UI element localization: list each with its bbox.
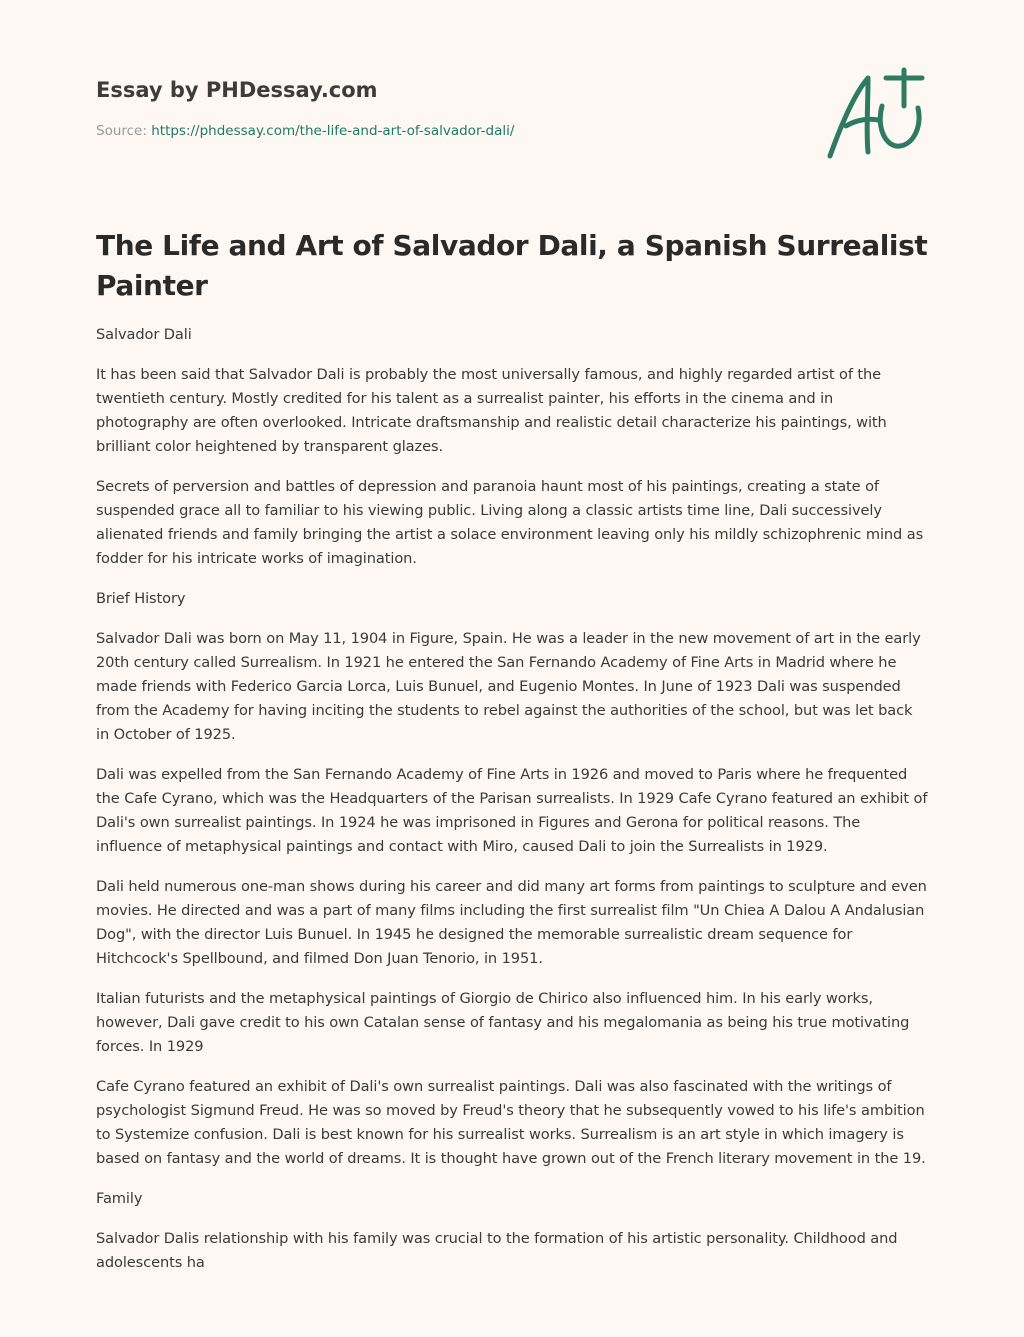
source-link[interactable]: https://phdessay.com/the-life-and-art-of-salvador-dali/ <box>151 123 515 139</box>
paragraph: Dali held numerous one-man shows during his career and did many art forms from paintings to sculpture and even movies. He directed and was a part of many films including the first surrealist film "Un Chiea A Dalou A Andalusian Dog", with the director Luis Bunuel. In 1945 he designed the memorable surrealistic dream sequence for Hitchcock's Spellbound, and filmed Don Juan Tenorio, in 1951. <box>96 878 927 967</box>
source-label: Source: <box>96 123 152 139</box>
paragraph-heading-brief-history: Brief History <box>96 590 186 607</box>
paragraph-heading-family: Family <box>96 1190 143 1207</box>
paragraph: Dali was expelled from the San Fernando Academy of Fine Arts in 1926 and moved to Paris where he frequented the Cafe Cyrano, which was the Headquarters of the Parisan surrealists. In 1929 Cafe Cyrano featured an exhibit of Dali's own surrealist paintings. In 1924 he was imprisoned in Figures and Gerona for political reasons. The influence of metaphysical paintings and contact with Miro, caused Dali to join the Surrealists in 1929. <box>96 766 928 855</box>
article-title: The Life and Art of Salvador Dali, a Spanish Surrealist Painter <box>96 229 928 302</box>
paragraph-heading-salvador-dali: Salvador Dali <box>96 326 192 343</box>
brand-title: Essay by PHDessay.com <box>96 78 378 102</box>
paragraph: Secrets of perversion and battles of depression and paranoia haunt most of his paintings, creating a state of suspended grace all to familiar to his viewing public. Living along a classic artists time line, Dali successively alienated friends and family bringing the artist a solace environment leaving only his mildly schizophrenic mind as fodder for his intricate works of imagination. <box>96 478 924 567</box>
article <box>96 226 928 1291</box>
paragraph: Salvador Dali was born on May 11, 1904 in Figure, Spain. He was a leader in the new movement of art in the early 20th century called Surrealism. In 1921 he entered the San Fernando Academy of Fine Arts in Madrid where he made friends with Federico Garcia Lorca, Luis Bunuel, and Eugenio Montes. In June of 1923 Dali was suspended from the Academy for having inciting the students to rebel against the authorities of the school, but was let back in October of 1925. <box>96 630 921 743</box>
a-plus-logo-icon <box>818 66 930 166</box>
source-line <box>96 121 796 141</box>
paragraph: Salvador Dalis relationship with his family was crucial to the formation of his artistic personality. Childhood and adolescents ha <box>96 1230 898 1271</box>
paragraph: It has been said that Salvador Dali is probably the most universally famous, and highly regarded artist of the twentieth century. Mostly credited for his talent as a surrealist painter, his efforts in the cinema and in photography are often overlooked. Intricate draftsmanship and realistic detail characterize his paintings, with brilliant color heightened by transparent glazes. <box>96 366 887 455</box>
page-header <box>96 76 796 141</box>
paragraph: Italian futurists and the metaphysical paintings of Giorgio de Chirico also influenced him. In his early works, however, Dali gave credit to his own Catalan sense of fantasy and his megalomania as being his true motivating forces. In 1929 <box>96 990 910 1055</box>
paragraph: Cafe Cyrano featured an exhibit of Dali's own surrealist paintings. Dali was also fascinated with the writings of psychologist Sigmund Freud. He was so moved by Freud's theory that he subsequently vowed to his life's ambition to Systemize confusion. Dali is best known for his surrealist works. Surrealism is an art style in which imagery is based on fantasy and the world of dreams. It is thought have grown out of the French literary movement in the 19. <box>96 1078 926 1167</box>
